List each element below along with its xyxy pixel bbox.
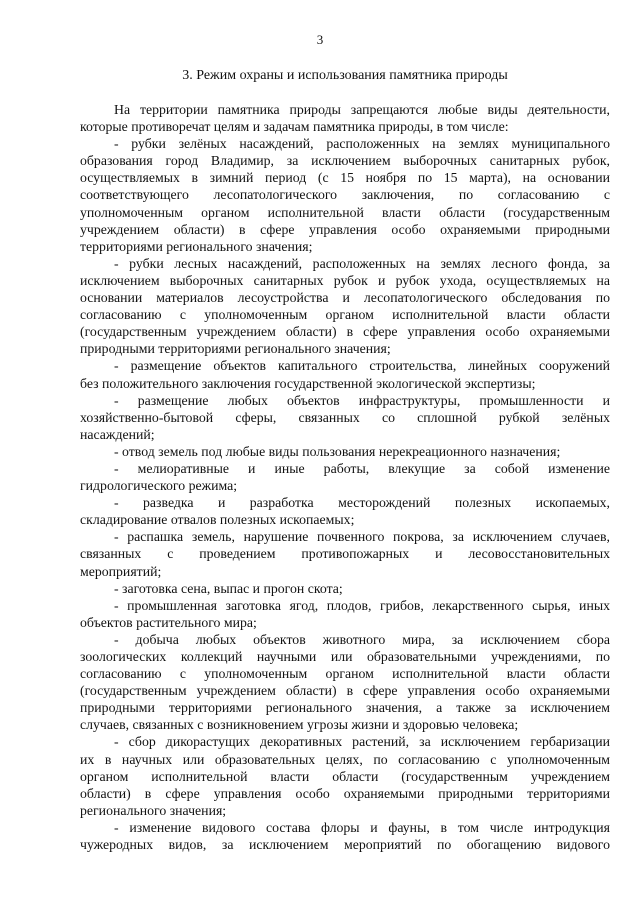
section-title: 3. Режим охраны и использования памятника природы — [182, 68, 508, 83]
text-line: чужеродных видов, за исключением мероприятий по обогащению видового — [80, 837, 610, 853]
text-line: - разведка и разработка месторождений полезных ископаемых, — [114, 495, 610, 511]
text-line: исключением выборочных санитарных рубок и рубок ухода, осуществляемых на — [80, 272, 610, 288]
text-line: На территории памятника природы запрещаются любые виды деятельности, — [114, 102, 610, 117]
text-line: природными территориями регионального значения, а также за исключением — [80, 700, 610, 716]
page-number: 3 — [316, 32, 324, 47]
text-line: объектов растительного мира; — [80, 614, 257, 630]
text-line: связанных с проведением противопожарных и лесовосстановительных — [80, 546, 610, 562]
text-line: зоологических коллекций научными или образовательными учреждениями, по — [80, 649, 610, 664]
text-line: - рубки зелёных насаждений, расположенных на землях муниципального — [114, 136, 610, 152]
text-line: которые противоречат целям и задачам памятника природы, в том числе: — [80, 119, 509, 135]
text-line: согласованию с уполномоченным органом исполнительной власти области — [80, 666, 610, 682]
text-line: без положительного заключения государственной экологической экспертизы; — [80, 375, 536, 391]
text-line: - отвод земель под любые виды пользования нерекреационного назначения; — [114, 443, 561, 459]
body-text — [80, 101, 610, 853]
text-line: мероприятий; — [80, 563, 162, 579]
text-line: - заготовка сена, выпас и прогон скота; — [114, 580, 343, 596]
text-line: - мелиоративные и иные работы, влекущие за собой изменение — [114, 460, 610, 476]
text-line: области) в сфере управления особо охраняемыми природными территориями — [80, 785, 610, 801]
text-line: гидрологического режима; — [80, 478, 238, 494]
text-line: случаев, связанных с возникновением угрозы жизни и здоровью человека; — [80, 717, 519, 733]
text-line: насаждений; — [80, 426, 155, 442]
text-line: согласованию с уполномоченным органом исполнительной власти области — [80, 307, 610, 323]
text-line: - рубки лесных насаждений, расположенных на землях лесного фонда, за — [114, 255, 610, 271]
text-line: органом исполнительной власти области (государственным учреждением — [80, 768, 610, 784]
text-line: - распашка земель, нарушение почвенного покрова, за исключением случаев, — [114, 529, 610, 545]
text-line: основании материалов лесоустройства и лесопатологического обследования по — [80, 290, 610, 306]
text-line: природными территориями регионального значения; — [80, 341, 391, 357]
text-line: - размещение любых объектов инфраструктуры, промышленности и — [114, 392, 610, 408]
text-line: складирование отвалов полезных ископаемых; — [80, 512, 355, 528]
text-line: - промышленная заготовка ягод, плодов, грибов, лекарственного сырья, иных — [114, 597, 610, 613]
text-line: уполномоченным органом исполнительной власти области (государственным — [80, 204, 610, 220]
text-line: (государственным учреждением области) в сфере управления особо охраняемыми — [80, 683, 610, 699]
text-line: учреждением области) в сфере управления особо охраняемыми природными — [80, 221, 610, 237]
text-line: соответствующего лесопатологического заключения, по согласованию с — [80, 187, 610, 203]
text-line: образования город Владимир, за исключением выборочных санитарных рубок, — [80, 153, 610, 169]
text-line: осуществляемых в зимний период (с 15 ноября по 15 марта), на основании — [80, 170, 610, 186]
text-line: хозяйственно-бытовой сферы, связанных со сплошной рубкой зелёных — [80, 409, 610, 425]
text-line: регионального значения; — [80, 802, 227, 818]
text-line: их в научных или образовательных целях, по согласованию с уполномоченным — [80, 751, 610, 767]
text-line: - добыча любых объектов животного мира, за исключением сбора — [114, 631, 610, 647]
text-line: (государственным учреждением области) в сфере управления особо охраняемыми — [80, 324, 610, 340]
text-line: - размещение объектов капитального строительства, линейных сооружений — [114, 358, 610, 374]
text-line: - изменение видового состава флоры и фауны, в том числе интродукция — [114, 819, 610, 835]
text-line: территориями регионального значения; — [80, 238, 313, 254]
text-line: - сбор дикорастущих декоративных растений, за исключением гербаризации — [114, 734, 610, 750]
